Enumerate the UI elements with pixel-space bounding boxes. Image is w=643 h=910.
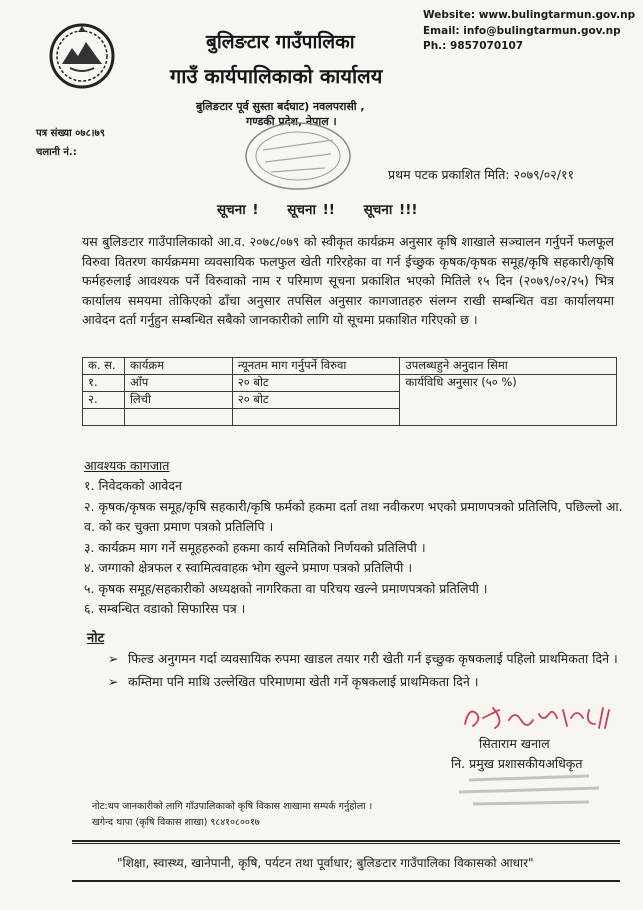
list-item: ३. कार्यक्रम माग गर्ने समूहहरुको हकमा कार्य समितिको निर्णयको प्रतिलिपी । [84, 539, 426, 555]
cell-sn: २. [83, 392, 125, 409]
officer-stamp-icon [449, 768, 609, 814]
table-row [83, 375, 617, 392]
list-item [108, 671, 618, 692]
list-item: १. निवेदकको आवेदन [84, 478, 182, 493]
address-line-2: गण्डकी प्रदेश, नेपाल । [246, 115, 337, 128]
org-name: बुलिङटार गाउँपालिका [206, 31, 355, 53]
arrow-bullet-icon: ➢ [108, 674, 119, 689]
footer-divider [72, 840, 620, 842]
cell-program: लिची [124, 392, 232, 409]
contact-note: नोट:थप जानकारीको लागि गाँउपालिकाको कृषि विकास शाखामा सम्पर्क गर्नुहोला । [92, 801, 373, 812]
cell-sn: १. [83, 375, 125, 392]
notice-word-2: सूचना !! [287, 202, 335, 218]
cell-empty [232, 409, 400, 426]
list-item [108, 648, 618, 669]
body-paragraph: यस बुलिङटार गाउँपालिकाको आ.व. २०७८/०७९ को स्वीकृत कार्यक्रम अनुसार कृषि शाखाले सञ्चालन गर्नुपर्ने फलफूल विरुवा वितरण कार्यक्रममा व्यवसायिक फलफुल खेती गरिरहेका वा गर्न ईच्छुक कृषक/कृषक समूह/कृषि सहकारी/कृषि फर्महरुलाई आवश्यक पर्ने विरुवाको नाम र परिमाण सूचना प्रकाशित भएको मितिले १५ दिन (२०७९/०२/२५) भित्र कार्यालय समयमा तोकिएको ढाँचा अनुसार तपसिल अनुसार कागजातहरु संलग्न राखी सम्बन्धित वडा कार्यालयमा आवेदन दर्ता गर्नुहुन सम्बन्धित सबैको जानकारीको लागि यो सूचमा प्रकाशित गरिएको छ । [82, 234, 614, 328]
table-header-row [83, 358, 617, 375]
address-line-1: बुलिङटार पूर्व सुस्ता बर्दघाट) नवलपरासी , [196, 100, 365, 113]
note-list [108, 648, 618, 694]
list-item: ५. कृषक समूह/सहकारीको अध्यक्षको नागरिकता वा परिचय खल्ने प्रमाणपत्रको प्रतिलिपी । [84, 580, 488, 596]
notice-word-1: सूचना ! [217, 202, 259, 218]
ref-no: पत्र संख्या ०७८।७९ [36, 128, 105, 139]
contact-person: खगेन्द थापा (कृषि विकास शाखा) ९८४१०८००१७ [92, 817, 260, 828]
list-item: २. कृषक/कृषक समूह/कृषि सहकारी/कृषि फर्मको हकमा दर्ता तथा नवीकरण भएको प्रमाणपत्रको प्रतिलिपि, पछिल्लो आ. व. को कर चुक्ता प्रमाण पत्रको प्रतिलिपि । [84, 498, 623, 534]
nepal-emblem-icon [48, 22, 116, 90]
col-header-min-plants: न्यूनतम माग गर्नुपर्ने विरुवा [232, 358, 400, 375]
contact-note-block [92, 799, 372, 831]
cell-empty [124, 409, 232, 426]
phone-text: Ph.: 9857070107 [423, 40, 524, 52]
website-text: Website: www.bulingtarmun.gov.np [423, 9, 636, 21]
footer-slogan: "शिक्षा, स्वास्थ्य, खानेपानी, कृषि, पर्यटन तथा पूर्वाधार; बुलिङटार गाउँपालिका विकासको आधार" [117, 856, 534, 870]
email-text: Email: info@bulingtarmun.gov.np [423, 24, 621, 37]
dispatch-no: चलानी नं.: [36, 147, 77, 158]
footer-divider [72, 843, 620, 844]
office-name: गाउँ कार्यपालिकाको कार्यालय [170, 64, 383, 88]
list-item: ६. सम्बन्धित वडाको सिफारिस पत्र । [84, 601, 246, 616]
signer-title: नि. प्रमुख प्रशासकीयअधिकृत [451, 756, 583, 771]
published-date: प्रथम पटक प्रकाशित मिति: २०७९/०२/११ [388, 167, 574, 182]
note-item-text: फिल्ड अनुगमन गर्दा व्यवसायिक रुपमा खाडल तयार गरी खेती गर्न इच्छुक कृषकलाई पहिलो प्राथमिकता दिने । [128, 651, 618, 666]
note-heading: नोट [87, 631, 105, 646]
arrow-bullet-icon: ➢ [108, 651, 119, 666]
signer-name: सिताराम खनाल [479, 736, 550, 751]
col-header-program: कार्यक्रम [124, 358, 232, 375]
handwritten-signature-icon [459, 700, 619, 736]
list-item: ४. जग्गाको क्षेत्रफल र स्वामित्ववाहक भोग खुल्ने प्रमाण पत्रको प्रतिलिपी । [84, 560, 413, 575]
col-header-sn: क. स. [83, 358, 125, 375]
contact-block [423, 8, 635, 55]
office-stamp-icon [243, 120, 353, 192]
notice-word-3: सूचना !!! [363, 202, 418, 218]
documents-heading: आवश्यक कागजात [84, 458, 170, 473]
note-item-text: कम्तिमा पनि माथि उल्लेखित परिमाणमा खेती गर्ने कृषकलाई प्राथमिकता दिने । [128, 674, 479, 689]
plant-table [82, 357, 617, 426]
col-header-subsidy: उपलब्धहुने अनुदान सिमा [400, 358, 617, 375]
cell-min-plants: २० बोट [232, 392, 400, 409]
footer-divider [72, 880, 620, 882]
notice-heading [217, 200, 440, 218]
documents-list [84, 476, 624, 620]
cell-subsidy: कार्यविधि अनुसार (५० %) [400, 375, 617, 426]
cell-program: आँप [124, 375, 232, 392]
reference-block [36, 124, 105, 162]
cell-empty [83, 409, 125, 426]
cell-min-plants: २० बोट [232, 375, 400, 392]
